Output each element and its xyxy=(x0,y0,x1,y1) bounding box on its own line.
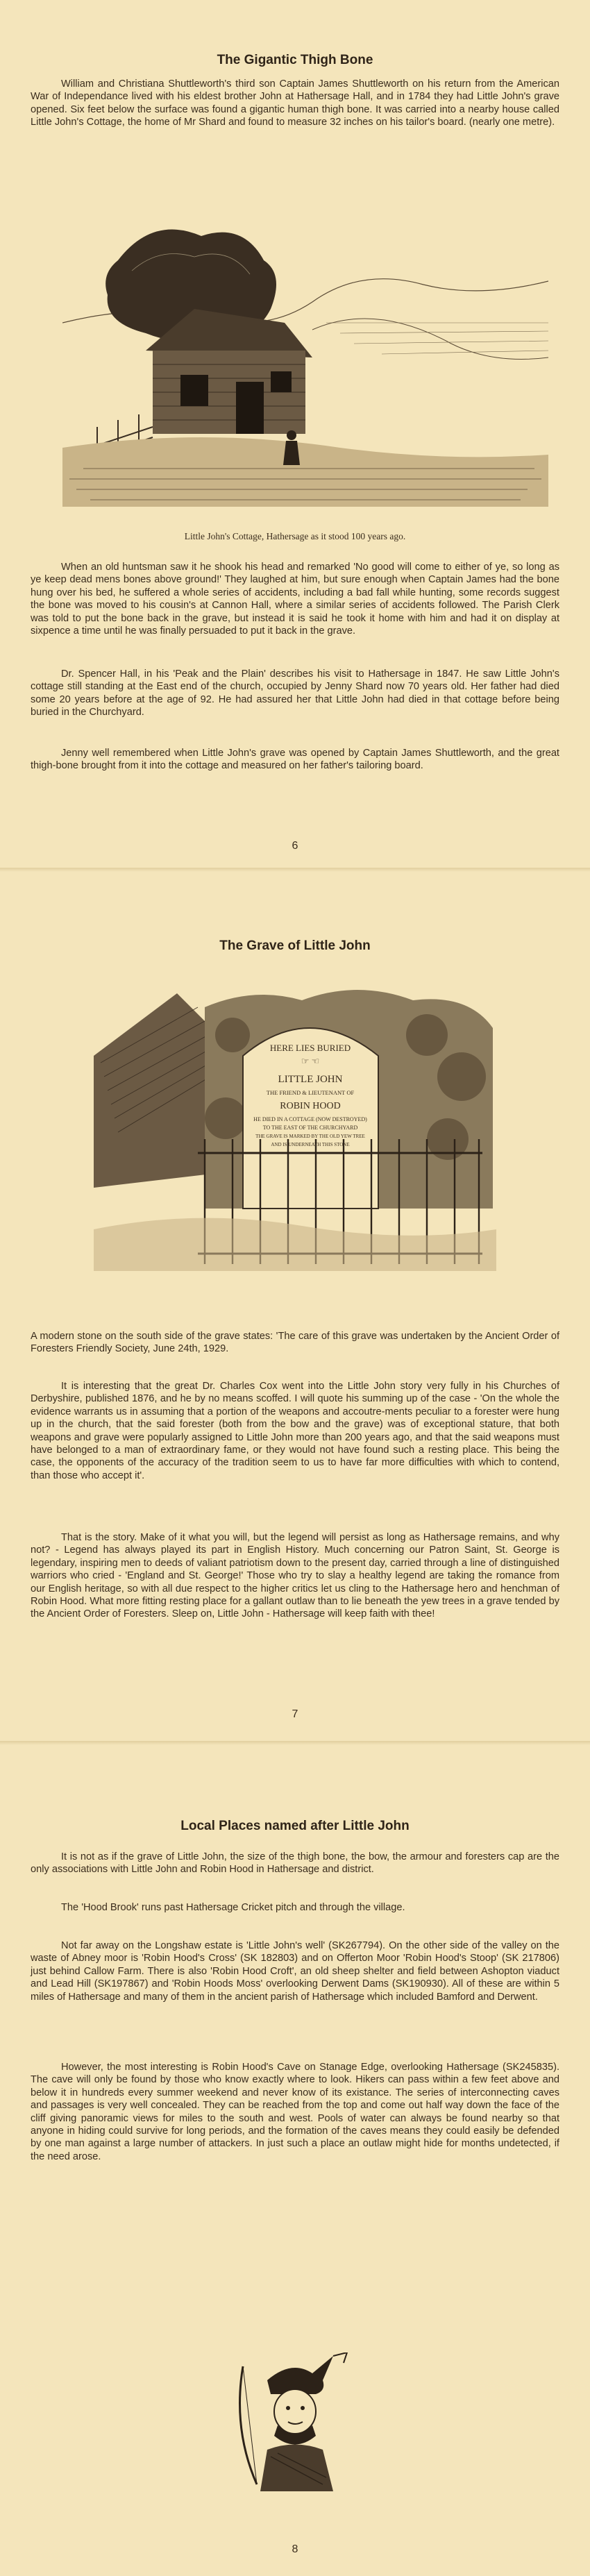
page-number: 6 xyxy=(292,840,298,852)
stone-line: LITTLE JOHN xyxy=(278,1074,343,1085)
paragraph: Not far away on the Longshaw estate is 'Little John's well' (SK267794). On the other side of the valley on the waste of Abney moor is 'Robin Hood's Cross' (SK 182803) and on Offerton Moor 'Robin Hood's Stoop' (SK 217806) just behind Callow Farm. There is also 'Robin Hood Croft', an old sheep shelter and field between Ashopton viaduct and Lead Hill (SK197867) and 'Robin Hoods Moss' overlooking Derwent Dams (SK190930). All of these are within 5 miles of Hathersage and many of them in the ancient parish of Hathersage which included Bamford and Derwent. xyxy=(31,1940,559,2003)
paragraph: It is not as if the grave of Little John, the size of the thigh bone, the bow, the armour and foresters cap are the only associations with Little John and Robin Hood in Hathersage and district. xyxy=(31,1851,559,1876)
page-title: Local Places named after Little John xyxy=(180,1819,410,1833)
page-number: 8 xyxy=(292,2543,298,2555)
page-7 xyxy=(0,872,590,1741)
paragraph: The 'Hood Brook' runs past Hathersage Cricket pitch and through the village. xyxy=(61,1902,405,1913)
paragraph: A modern stone on the south side of the grave states: 'The care of this grave was undertaken by the Ancient Order of Foresters Friendly Society, June 24th, 1929. xyxy=(31,1331,559,1355)
page-title: The Gigantic Thigh Bone xyxy=(217,53,373,67)
paragraph: However, the most interesting is Robin Hood's Cave on Stanage Edge, overlooking Hathersage (SK245835). The cave will only be found by those who know exactly where to look. Hikers can pass within a few feet above and below it in hundreds every summer weekend and never know of its existance. The series of interconnecting caves and passages is very well concealed. They can be reached from the top and come out half way down the face of the cliff giving panoramic views for miles to the south and west. Pools of water can always be found nearby so that anyone in hiding could survive for long periods, and the formation of the caves means they could easily be defended by one man against a large number of attackers. In just such a place an outlaw might hide for months undetected, if the need arose. xyxy=(31,2062,559,2162)
stone-line: THE GRAVE IS MARKED BY THE OLD YEW TREE xyxy=(255,1134,365,1139)
stone-line: HERE LIES BURIED xyxy=(269,1043,351,1053)
paragraph: It is interesting that the great Dr. Charles Cox went into the Little John story very fully in his Churches of Derbyshire, published 1876, and he by no means scoffed. I will quote his summing up of the case - 'On the whole the evidence warrants us in assuming that a portion of the weapons and accoutre-ments peculiar to a forester were hung up in the church, that the said forester (both from the bow and the grave) was of exceptional stature, that both weapons and grave were popularly assigned to Little John more than 200 years ago, and that the said weapons must have belonged to a man of extraordinary fame, or they would not have found such a resting place. This being the case, the opponents of the accuracy of the tradition seem to us to have far more difficulties with which to contend, than those who accept it'. xyxy=(31,1381,559,1481)
paragraph: William and Christiana Shuttleworth's third son Captain James Shuttleworth on his return from the American War of Independance lived with his eldest brother John at Hathersage Hall, and in 1784 they had Little John's grave opened. Six feet below the surface was found a gigantic human thigh bone. It was carried into a nearby house called Little John's Cottage, the home of Mr Shard and found to measure 32 inches on his tailor's board. (nearly one metre). xyxy=(31,78,559,128)
stone-line: HE DIED IN A COTTAGE (NOW DESTROYED) xyxy=(253,1116,367,1122)
paragraph: When an old huntsman saw it he shook his head and remarked 'No good will come to either of ye, so long as ye keep dead mens bones above ground!' They laughed at him, but sure enough when Captain James had the bone hung over his bed, he suffered a whole series of accidents, including a bad fall while hunting, some records suggest the bone was moved to his cousin's at Cannon Hall, where a similar series of accidents followed. The Parish Clerk was told to put the bone back in the grave, but instead it is said he took it home with him and had it on display at sixpence a time until he was finally persuaded to put it back in the grave. xyxy=(31,562,559,637)
page-6 xyxy=(0,0,590,868)
stone-line: AND IS UNDERNEATH THIS STONE xyxy=(271,1142,350,1147)
paragraph: Jenny well remembered when Little John's grave was opened by Captain James Shuttleworth, and the great thigh-bone brought from it into the cottage and measured on her father's tailoring board. xyxy=(31,748,559,772)
stone-line: TO THE EAST OF THE CHURCHYARD xyxy=(262,1125,358,1131)
grave-illustration xyxy=(94,979,496,1271)
page-title: The Grave of Little John xyxy=(219,938,371,953)
image-caption: Little John's Cottage, Hathersage as it stood 100 years ago. xyxy=(184,531,406,541)
stone-line: ☞ ☜ xyxy=(301,1056,320,1066)
stone-line: ROBIN HOOD xyxy=(280,1101,341,1111)
paragraph: Dr. Spencer Hall, in his 'Peak and the Plain' describes his visit to Hathersage in 1847. He saw Little John's cottage still standing at the East end of the church, occupied by Jenny Shard now 70 years old. Her father had died some 20 years before at the age of 92. He had assured her that Little John had died in that cottage before being buried in the Churchyard. xyxy=(31,668,559,718)
archer-illustration xyxy=(229,2352,357,2491)
page-8 xyxy=(0,1745,590,2576)
paragraph: That is the story. Make of it what you will, but the legend will persist as long as Hathersage remains, and why not? - Legend has always played its part in English History. Much concerning our Patron Saint, St. George is legendary, inspiring men to deeds of valiant patriotism down to the present day, carried through a line of distinguished warriors who cried - 'England and St. George!' Those who try to slay a healthy legend are taking the romance from our English heritage, so with all due respect to the higher critics let us cling to the Hathersage hero and henchman of Robin Hood. What more fitting resting place for a gallant outlaw than to lie beneath the yew trees in a grave tended by the Ancient Order of Foresters. Sleep on, Little John - Hathersage will keep faith with thee! xyxy=(31,1532,559,1620)
cottage-illustration xyxy=(62,219,548,507)
stone-line: THE FRIEND & LIEUTENANT OF xyxy=(266,1089,355,1096)
page-number: 7 xyxy=(292,1708,298,1720)
